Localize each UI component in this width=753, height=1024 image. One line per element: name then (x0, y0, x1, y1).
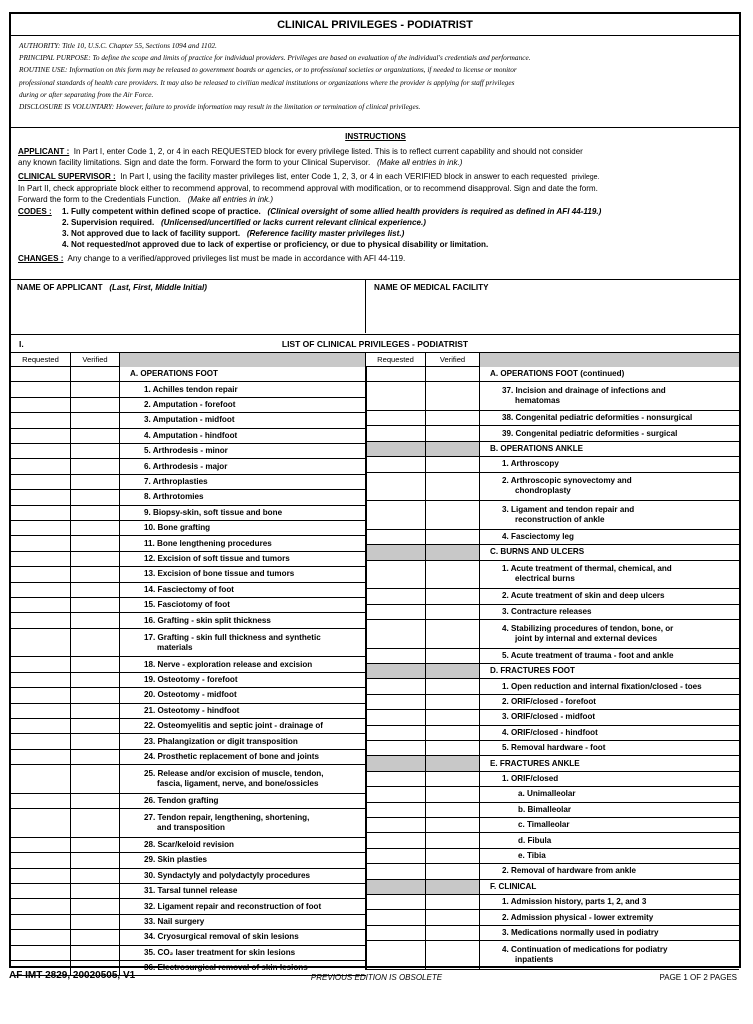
routine-use-line: professional standards of health care providers. It may also be released to civilian medical institutions or organizations where the provider is applying for staff privileges (19, 77, 515, 87)
privilege-item: 1. Admission history, parts 1, 2, and 3 (480, 895, 739, 910)
verified-cell[interactable] (426, 411, 480, 426)
requested-cell[interactable] (11, 915, 71, 930)
requested-cell[interactable] (366, 803, 426, 818)
privilege-item: 4. Stabilizing procedures of tendon, bone, or joint by internal and external devices (480, 620, 739, 649)
privilege-item: 5. Arthrodesis - minor (120, 444, 366, 459)
privilege-item: e. Tibia (480, 849, 739, 864)
requested-cell (366, 756, 426, 771)
verified-cell[interactable] (426, 382, 480, 411)
verified-cell[interactable] (426, 605, 480, 620)
requested-cell[interactable] (11, 688, 71, 703)
verified-cell (71, 367, 120, 382)
privilege-item: 6. Arthrodesis - major (120, 459, 366, 474)
verified-cell[interactable] (71, 946, 120, 961)
requested-cell[interactable] (366, 710, 426, 725)
privilege-item: 27. Tendon repair, lengthening, shortening, and transposition (120, 809, 366, 838)
verified-cell[interactable] (426, 473, 480, 502)
verified-cell[interactable] (426, 926, 480, 941)
requested-cell[interactable] (366, 620, 426, 649)
requested-cell[interactable] (11, 475, 71, 490)
verified-cell[interactable] (426, 741, 480, 756)
privilege-item: 30. Syndactyly and polydactyly procedures (120, 869, 366, 884)
verified-cell[interactable] (426, 864, 480, 879)
privilege-item: 1. ORIF/closed (480, 772, 739, 787)
privilege-item: 35. CO₂ laser treatment for skin lesions (120, 946, 366, 961)
section-heading: A. OPERATIONS FOOT (continued) (480, 367, 739, 382)
privilege-item: 11. Bone lengthening procedures (120, 536, 366, 551)
privilege-item: 20. Osteotomy - midfoot (120, 688, 366, 703)
requested-cell[interactable] (366, 473, 426, 502)
verified-cell[interactable] (71, 838, 120, 853)
privilege-item: 32. Ligament repair and reconstruction of foot (120, 899, 366, 914)
requested-cell[interactable] (366, 818, 426, 833)
requested-cell[interactable] (366, 589, 426, 604)
supervisor-instruction: CLINICAL SUPERVISOR : In Part I, using the facility master privileges list, enter Code 1, 2, 3, or 4 in each VERIFIED block in answer to each requested privilege. In Part II, check appropriate block either to recommend approval, to recommend approval with modification, or to recommend disapproval. Sign and date the form. Forward the form to the Credentials Function. (Make all entries in ink.) (18, 172, 600, 205)
privilege-item: 36. Electrosurgical removal of skin lesions (120, 961, 366, 976)
privilege-item: 1. Acute treatment of thermal, chemical, and electrical burns (480, 561, 739, 590)
column-divider (365, 367, 367, 970)
requested-cell[interactable] (366, 426, 426, 441)
verified-cell[interactable] (71, 459, 120, 474)
verified-cell[interactable] (71, 750, 120, 765)
privilege-item: 1. Arthroscopy (480, 457, 739, 472)
section-heading: B. OPERATIONS ANKLE (480, 442, 739, 457)
privilege-item: 22. Osteomyelitis and septic joint - drainage of (120, 719, 366, 734)
verified-cell[interactable] (71, 598, 120, 613)
requested-cell[interactable] (11, 869, 71, 884)
verified-cell[interactable] (71, 915, 120, 930)
verified-cell[interactable] (71, 688, 120, 703)
privileges-form (9, 12, 741, 973)
verified-cell[interactable] (71, 444, 120, 459)
verified-cell[interactable] (426, 530, 480, 545)
requested-cell[interactable] (11, 704, 71, 719)
list-title: LIST OF CLINICAL PRIVILEGES - PODIATRIST (281, 339, 469, 349)
requested-cell (366, 880, 426, 895)
privilege-item: 31. Tarsal tunnel release (120, 884, 366, 899)
privacy-act-statement (11, 36, 739, 128)
requested-cell (366, 442, 426, 457)
privilege-item: 12. Excision of soft tissue and tumors (120, 552, 366, 567)
verified-cell[interactable] (71, 398, 120, 413)
form-title: CLINICAL PRIVILEGES - PODIATRIST (11, 14, 739, 36)
verified-cell[interactable] (71, 382, 120, 397)
section-heading: C. BURNS AND ULCERS (480, 545, 739, 560)
routine-use-line: ROUTINE USE: Information on this form may be released to government boards or agencies, or to professional societies or organizations, if needed to license or monitor (19, 65, 517, 75)
requested-cell[interactable] (11, 567, 71, 582)
privilege-header (480, 353, 739, 367)
requested-cell[interactable] (11, 552, 71, 567)
requested-cell[interactable] (366, 382, 426, 411)
requested-cell[interactable] (366, 726, 426, 741)
privilege-item: a. Unimalleolar (480, 787, 739, 802)
requested-cell (366, 367, 426, 382)
verified-cell[interactable] (426, 895, 480, 910)
verified-cell (426, 664, 480, 679)
medical-facility-field[interactable]: NAME OF MEDICAL FACILITY (374, 283, 489, 292)
verified-cell[interactable] (426, 941, 480, 970)
purpose-line: PRINCIPAL PURPOSE: To define the scope and limits of practice for individual providers. Privileges are based on evaluation of the individual's credentials and performance. (19, 53, 531, 63)
verified-cell[interactable] (71, 583, 120, 598)
privilege-item: 7. Arthroplasties (120, 475, 366, 490)
privilege-item: 2. ORIF/closed - forefoot (480, 695, 739, 710)
names-block (11, 280, 739, 335)
verified-cell (426, 756, 480, 771)
verified-header: Verified (426, 353, 480, 367)
verified-cell[interactable] (71, 629, 120, 658)
privilege-item: 3. Contracture releases (480, 605, 739, 620)
verified-cell[interactable] (71, 930, 120, 945)
verified-cell[interactable] (426, 772, 480, 787)
changes-instruction: CHANGES : Any change to a verified/approved privileges list must be made in accordance with AFI 44-119. (18, 253, 406, 263)
privilege-item: 16. Grafting - skin split thickness (120, 613, 366, 628)
verified-cell[interactable] (71, 475, 120, 490)
requested-cell (11, 367, 71, 382)
privilege-item: 26. Tendon grafting (120, 794, 366, 809)
privilege-item: 13. Excision of bone tissue and tumors (120, 567, 366, 582)
verified-cell[interactable] (71, 719, 120, 734)
privilege-item: 9. Biopsy-skin, soft tissue and bone (120, 506, 366, 521)
verified-cell[interactable] (426, 910, 480, 925)
verified-cell[interactable] (426, 710, 480, 725)
verified-cell[interactable] (71, 506, 120, 521)
privilege-item: d. Fibula (480, 833, 739, 848)
requested-cell[interactable] (366, 695, 426, 710)
verified-cell[interactable] (71, 794, 120, 809)
privilege-item: 3. Medications normally used in podiatry (480, 926, 739, 941)
privileges-grid (11, 367, 739, 972)
privilege-item: 5. Removal hardware - foot (480, 741, 739, 756)
requested-cell[interactable] (11, 536, 71, 551)
requested-cell[interactable] (11, 673, 71, 688)
requested-cell[interactable] (366, 941, 426, 970)
requested-cell[interactable] (11, 521, 71, 536)
requested-cell[interactable] (366, 649, 426, 664)
privilege-item: 33. Nail surgery (120, 915, 366, 930)
verified-cell[interactable] (426, 695, 480, 710)
privilege-item: c. Timalleolar (480, 818, 739, 833)
verified-cell[interactable] (426, 679, 480, 694)
privilege-item: 3. Amputation - midfoot (120, 413, 366, 428)
verified-cell[interactable] (426, 833, 480, 848)
verified-cell[interactable] (71, 567, 120, 582)
requested-cell[interactable] (366, 787, 426, 802)
requested-cell[interactable] (11, 657, 71, 672)
privilege-item: 1. Open reduction and internal fixation/closed - toes (480, 679, 739, 694)
requested-cell[interactable] (11, 459, 71, 474)
requested-cell[interactable] (11, 444, 71, 459)
requested-cell[interactable] (11, 490, 71, 505)
privilege-item: 34. Cryosurgical removal of skin lesions (120, 930, 366, 945)
form-id: AF IMT 2829, 20020505, V1 (9, 970, 136, 981)
form-footer (0, 970, 753, 990)
verified-cell (426, 442, 480, 457)
verified-cell[interactable] (71, 552, 120, 567)
instructions-section (11, 128, 739, 280)
privilege-header (120, 353, 366, 367)
verified-cell[interactable] (71, 657, 120, 672)
verified-cell[interactable] (426, 818, 480, 833)
privilege-item: 5. Acute treatment of trauma - foot and ankle (480, 649, 739, 664)
verified-cell[interactable] (426, 620, 480, 649)
verified-header: Verified (71, 353, 120, 367)
privilege-item: 17. Grafting - skin full thickness and synthetic materials (120, 629, 366, 658)
verified-cell[interactable] (71, 899, 120, 914)
privilege-item: 23. Phalangization or digit transposition (120, 734, 366, 749)
verified-cell[interactable] (71, 704, 120, 719)
disclosure-line: DISCLOSURE IS VOLUNTARY: However, failure to provide information may result in the limitation or termination of clinical privileges. (19, 102, 421, 112)
part-number: I. (19, 339, 24, 349)
instructions-heading: INSTRUCTIONS (345, 132, 406, 141)
verified-cell[interactable] (71, 429, 120, 444)
verified-cell[interactable] (426, 787, 480, 802)
verified-cell[interactable] (426, 803, 480, 818)
requested-cell[interactable] (11, 598, 71, 613)
page-number: PAGE 1 OF 2 PAGES (659, 973, 737, 982)
privilege-item: 21. Osteotomy - hindfoot (120, 704, 366, 719)
requested-cell[interactable] (11, 930, 71, 945)
requested-cell[interactable] (366, 605, 426, 620)
requested-cell[interactable] (11, 719, 71, 734)
privilege-item: 37. Incision and drainage of infections and hematomas (480, 382, 739, 411)
requested-cell[interactable] (366, 501, 426, 530)
section-heading: A. OPERATIONS FOOT (120, 367, 366, 382)
requested-cell[interactable] (11, 629, 71, 658)
requested-cell[interactable] (366, 910, 426, 925)
applicant-instruction: APPLICANT : In Part I, enter Code 1, 2, or 4 in each REQUESTED block for every privilege listed. This is to reflect current capability and should not consider any known facility limitations. Sign and date the form. Forward the form to your Clinical Supervisor. (Make all entries in ink.) (18, 147, 583, 168)
privilege-item: 10. Bone grafting (120, 521, 366, 536)
section-heading: F. CLINICAL (480, 880, 739, 895)
verified-cell[interactable] (71, 809, 120, 838)
requested-cell[interactable] (11, 583, 71, 598)
requested-cell[interactable] (11, 853, 71, 868)
requested-cell[interactable] (11, 413, 71, 428)
verified-cell[interactable] (71, 536, 120, 551)
privilege-item: 4. ORIF/closed - hindfoot (480, 726, 739, 741)
privilege-item: 15. Fasciotomy of foot (120, 598, 366, 613)
requested-header: Requested (11, 353, 71, 367)
privilege-item: 24. Prosthetic replacement of bone and joints (120, 750, 366, 765)
verified-cell[interactable] (426, 457, 480, 472)
requested-cell[interactable] (366, 895, 426, 910)
privilege-item: 14. Fasciectomy of foot (120, 583, 366, 598)
privilege-item: 25. Release and/or excision of muscle, tendon, fascia, ligament, nerve, and bone/ossicles (120, 765, 366, 794)
requested-cell (366, 664, 426, 679)
verified-cell (426, 545, 480, 560)
privilege-item: b. Bimalleolar (480, 803, 739, 818)
requested-cell[interactable] (366, 679, 426, 694)
codes-list: CODES : 1. Fully competent within defined scope of practice. (Clinical oversight of some allied health providers is required as defined in AFI 44-119.) 2. Supervision required. (Unlicensed/uncertified or lacks current relevant clinical experience.) 3. Not approved due to lack of facility support. (Reference facility master privileges list.) 4. Not requested/not approved due to lack of expertise or proficiency, or due to physical disability or limitation. (18, 206, 602, 249)
privilege-item: 29. Skin plasties (120, 853, 366, 868)
requested-cell[interactable] (11, 750, 71, 765)
verified-cell[interactable] (426, 501, 480, 530)
verified-cell[interactable] (426, 426, 480, 441)
verified-cell[interactable] (426, 589, 480, 604)
verified-cell[interactable] (71, 734, 120, 749)
requested-cell[interactable] (366, 864, 426, 879)
section-heading: E. FRACTURES ANKLE (480, 756, 739, 771)
privilege-item: 4. Amputation - hindfoot (120, 429, 366, 444)
verified-cell[interactable] (71, 613, 120, 628)
verified-cell[interactable] (426, 561, 480, 590)
verified-cell[interactable] (71, 765, 120, 794)
column-headers (11, 353, 739, 367)
requested-cell[interactable] (366, 741, 426, 756)
requested-cell[interactable] (11, 613, 71, 628)
list-header (11, 335, 739, 353)
privilege-item: 2. Admission physical - lower extremity (480, 910, 739, 925)
privilege-item: 19. Osteotomy - forefoot (120, 673, 366, 688)
verified-cell[interactable] (71, 413, 120, 428)
verified-cell[interactable] (71, 673, 120, 688)
privilege-item: 3. Ligament and tendon repair and reconstruction of ankle (480, 501, 739, 530)
requested-cell[interactable] (11, 794, 71, 809)
verified-cell[interactable] (71, 869, 120, 884)
requested-cell[interactable] (366, 833, 426, 848)
requested-cell[interactable] (11, 899, 71, 914)
privilege-item: 2. Acute treatment of skin and deep ulcers (480, 589, 739, 604)
verified-cell[interactable] (426, 649, 480, 664)
verified-cell (426, 880, 480, 895)
privilege-item: 39. Congenital pediatric deformities - surgical (480, 426, 739, 441)
requested-cell[interactable] (11, 429, 71, 444)
verified-cell (426, 367, 480, 382)
requested-cell (366, 545, 426, 560)
verified-cell[interactable] (426, 726, 480, 741)
authority-line: AUTHORITY: Title 10, U.S.C. Chapter 55, Sections 1094 and 1102. (19, 41, 217, 50)
requested-cell[interactable] (366, 561, 426, 590)
verified-cell[interactable] (71, 521, 120, 536)
verified-cell[interactable] (71, 853, 120, 868)
requested-header: Requested (366, 353, 426, 367)
verified-cell[interactable] (71, 884, 120, 899)
requested-cell[interactable] (11, 838, 71, 853)
privilege-item: 4. Continuation of medications for podiatry inpatients (480, 941, 739, 970)
routine-use-line: during or after separating from the Air Force. (19, 89, 154, 99)
requested-cell[interactable] (11, 382, 71, 397)
requested-cell[interactable] (366, 457, 426, 472)
requested-cell[interactable] (11, 884, 71, 899)
applicant-name-field[interactable]: NAME OF APPLICANT (Last, First, Middle Initial) (11, 280, 366, 333)
requested-cell[interactable] (11, 809, 71, 838)
requested-cell[interactable] (11, 734, 71, 749)
privilege-item: 3. ORIF/closed - midfoot (480, 710, 739, 725)
privilege-item: 2. Arthroscopic synovectomy and chondroplasty (480, 473, 739, 502)
requested-cell[interactable] (11, 946, 71, 961)
section-heading: D. FRACTURES FOOT (480, 664, 739, 679)
obsolete-note: PREVIOUS EDITION IS OBSOLETE (310, 973, 443, 982)
privilege-item: 18. Nerve - exploration release and excision (120, 657, 366, 672)
verified-cell[interactable] (426, 849, 480, 864)
requested-cell[interactable] (366, 411, 426, 426)
privilege-item: 4. Fasciectomy leg (480, 530, 739, 545)
requested-cell[interactable] (11, 765, 71, 794)
privilege-item: 38. Congenital pediatric deformities - nonsurgical (480, 411, 739, 426)
privilege-item: 2. Amputation - forefoot (120, 398, 366, 413)
privilege-item: 2. Removal of hardware from ankle (480, 864, 739, 879)
requested-cell[interactable] (366, 530, 426, 545)
privilege-item: 1. Achilles tendon repair (120, 382, 366, 397)
requested-cell[interactable] (366, 849, 426, 864)
requested-cell[interactable] (11, 506, 71, 521)
privilege-item: 8. Arthrotomies (120, 490, 366, 505)
requested-cell[interactable] (366, 772, 426, 787)
privilege-item: 28. Scar/keloid revision (120, 838, 366, 853)
requested-cell[interactable] (366, 926, 426, 941)
requested-cell[interactable] (11, 398, 71, 413)
verified-cell[interactable] (71, 490, 120, 505)
